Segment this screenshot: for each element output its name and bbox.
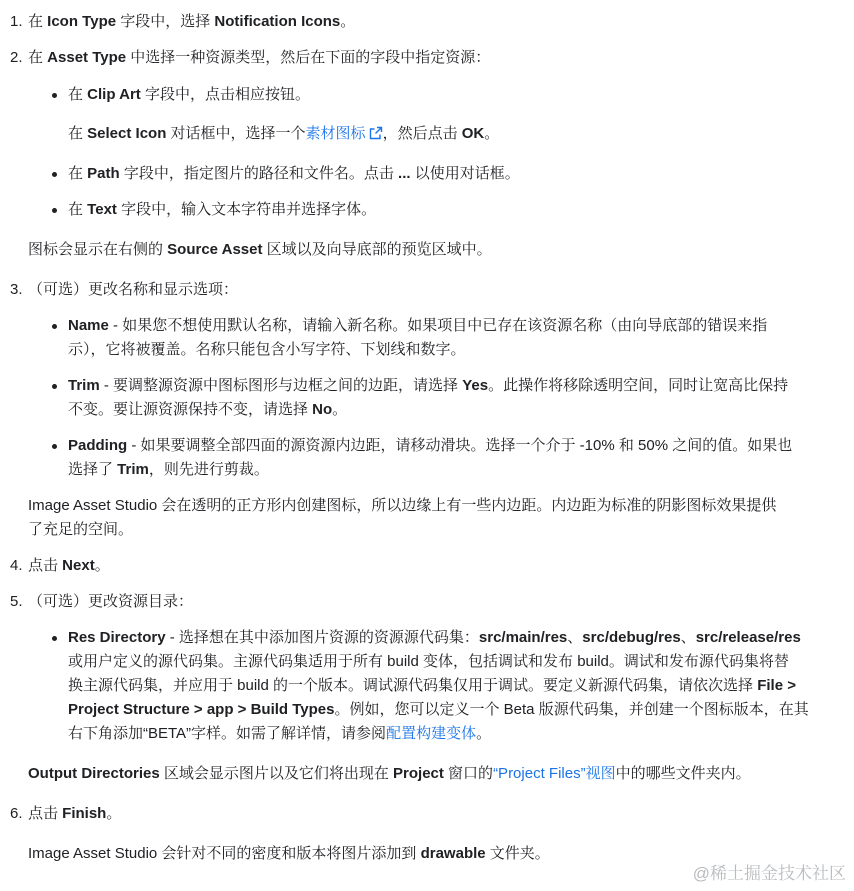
field-name: Icon Type <box>47 13 117 30</box>
bullet <box>52 93 57 98</box>
bullet <box>52 172 57 177</box>
step-number: 2. <box>10 49 23 66</box>
bullet <box>52 636 57 641</box>
external-link-icon[interactable] <box>369 124 383 138</box>
step-number: 5. <box>10 593 23 610</box>
material-icons-link[interactable]: 素材图标 <box>305 125 366 142</box>
option-name: Notification Icons <box>214 13 341 30</box>
watermark: @稀土掘金技术社区 <box>692 864 846 883</box>
bullet <box>52 208 57 213</box>
bullet <box>52 444 57 449</box>
step-number: 3. <box>10 281 23 298</box>
bullet <box>52 384 57 389</box>
project-files-view-link[interactable]: “Project Files”视图 <box>493 765 616 782</box>
bullet <box>52 324 57 329</box>
step-number: 1. <box>10 13 23 30</box>
step-number: 6. <box>10 805 23 822</box>
step-number: 4. <box>10 557 23 574</box>
build-variants-link[interactable]: 配置构建变体 <box>386 725 477 742</box>
